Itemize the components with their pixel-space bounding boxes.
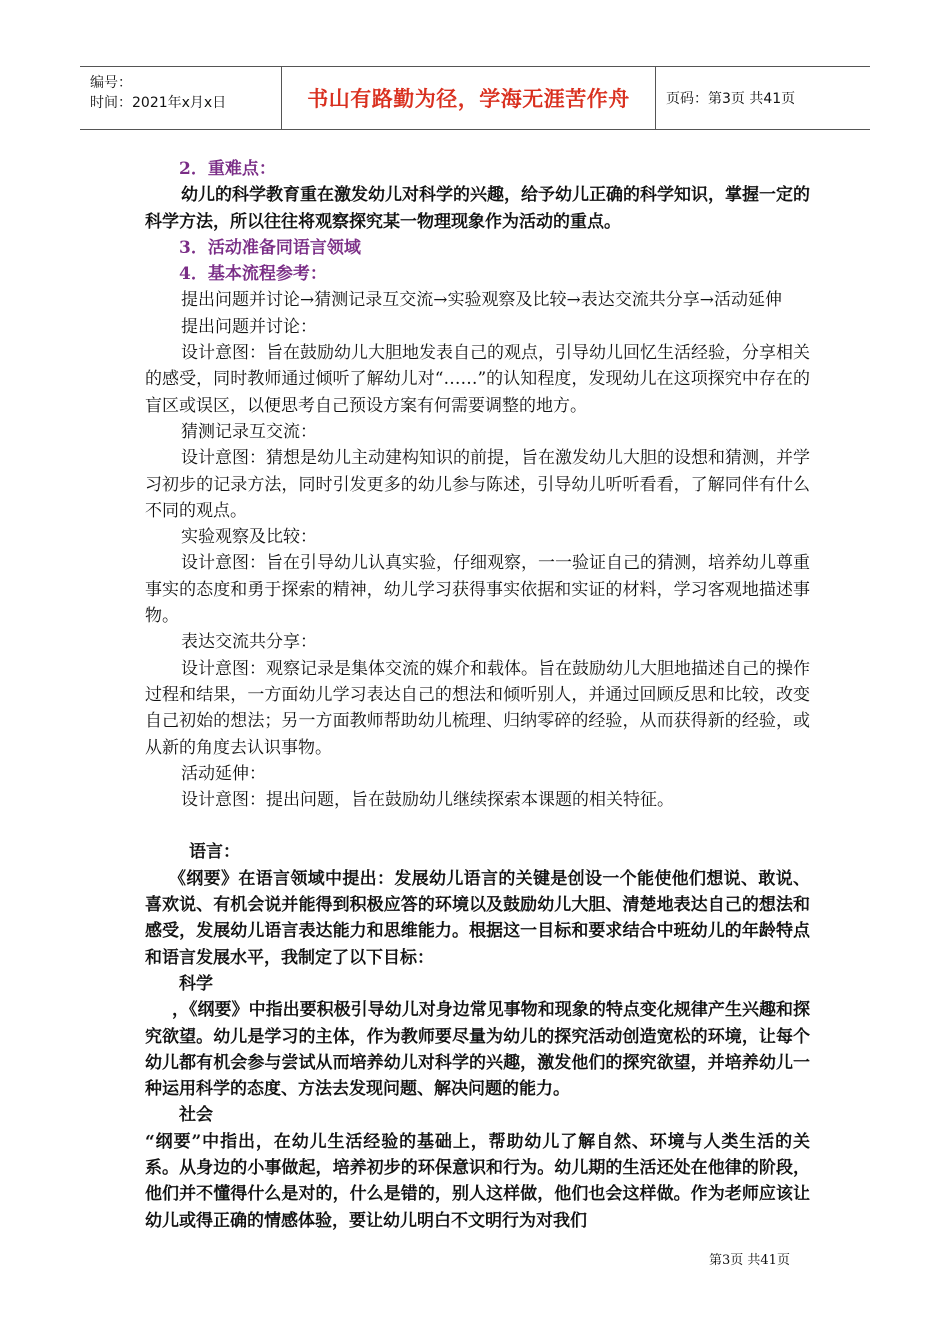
heading-key-points: 2．重难点： — [179, 159, 276, 179]
header-meta — [80, 67, 282, 129]
flow-steps: 提出问题并讨论→猜测记录互交流→实验观察及比较→表达交流共分享→活动延伸 — [181, 290, 782, 311]
section-text-society: “纲要”中指出，在幼儿生活经验的基础上，帮助幼儿了解自然、环境与人类生活的关系。从身边的小事做起，培养初步的环保意识和行为。幼儿期的生活还处在他律的阶段，他们并不懂得什么是对的，什么是错的，别人这样做，他们也会这样做。作为老师应该让幼儿或得正确的情感体验，要让幼儿明白不文明行为对我们 — [145, 1131, 810, 1231]
serial-label: 编号： — [90, 75, 132, 91]
subsection-text-share: 设计意图：观察记录是集体交流的媒介和载体。旨在鼓励幼儿大胆地描述自己的操作过程和结果，一方面幼儿学习表达自己的想法和倾听别人，并通过回顾反思和比较，改变自己初始的想法；另一方面教师帮助幼儿梳理、归纳零碎的经验，从而获得新的经验，或从新的角度去认识事物。 — [145, 658, 810, 758]
subsection-text-guess: 设计意图：猜想是幼儿主动建构知识的前提，旨在激发幼儿大胆的设想和猜测，并学习初步的记录方法，同时引发更多的幼儿参与陈述，引导幼儿听听看看，了解同伴有什么不同的观点。 — [145, 448, 810, 521]
subsection-title-question: 提出问题并讨论： — [181, 316, 317, 337]
subsection-title-experiment: 实验观察及比较： — [181, 527, 317, 548]
header-motto: 书山有路勤为径，学海无涯苦作舟 — [282, 67, 656, 129]
subsection-title-share: 表达交流共分享： — [181, 632, 317, 653]
subsection-title-extension: 活动延伸： — [181, 763, 266, 784]
heading-preparation: 3．活动准备同语言领域 — [179, 237, 361, 258]
page-header — [80, 66, 870, 130]
document-body — [145, 156, 810, 1234]
subsection-title-guess: 猜测记录互交流： — [181, 421, 317, 442]
section-title-language: 语言： — [189, 842, 240, 863]
subsection-text-question: 设计意图：旨在鼓励幼儿大胆地发表自己的观点，引导幼儿回忆生活经验，分享相关的感受，同时教师通过倾听了解幼儿对“……”的认知程度，发现幼儿在这项探究中存在的盲区或误区，以便思考自己预设方案有何需要调整的地方。 — [145, 343, 810, 416]
header-page-code: 页码：第3页 共41页 — [666, 91, 796, 107]
heading-flow: 4．基本流程参考： — [179, 264, 327, 285]
spacer — [145, 813, 810, 839]
paragraph-key-points: 幼儿的科学教育重在激发幼儿对科学的兴趣，给予幼儿正确的科学知识，掌握一定的科学方法，所以往往将观察探究某一物理现象作为活动的重点。 — [145, 185, 810, 232]
section-title-society: 社会 — [179, 1105, 213, 1126]
date-line: 时间：2021年x月x日 — [90, 95, 227, 111]
section-text-science: ，《纲要》中指出要积极引导幼儿对身边常见事物和现象的特点变化规律产生兴趣和探究欲望。幼儿是学习的主体，作为教师要尽量为幼儿的探究活动创造宽松的环境，让每个幼儿都有机会参与尝试从而培养幼儿对科学的兴趣，激发他们的探究欲望，并培养幼儿一种运用科学的态度、方法去发现问题、解决问题的能力。 — [145, 1000, 810, 1100]
page-footer: 第3页 共41页 — [709, 1253, 790, 1268]
subsection-text-extension: 设计意图：提出问题，旨在鼓励幼儿继续探索本课题的相关特征。 — [181, 790, 674, 811]
section-text-language: 《纲要》在语言领域中提出：发展幼儿语言的关键是创设一个能使他们想说、敢说、喜欢说、有机会说并能得到积极应答的环境以及鼓励幼儿大胆、清楚地表达自己的想法和感受，发展幼儿语言表达能力和思维能力。根据这一目标和要求结合中班幼儿的年龄特点和语言发展水平，我制定了以下目标： — [145, 868, 810, 968]
subsection-text-experiment: 设计意图：旨在引导幼儿认真实验，仔细观察，一一验证自己的猜测，培养幼儿尊重事实的态度和勇于探索的精神，幼儿学习获得事实依据和实证的材料，学习客观地描述事物。 — [145, 553, 810, 627]
section-title-science: 科学 — [179, 973, 213, 994]
